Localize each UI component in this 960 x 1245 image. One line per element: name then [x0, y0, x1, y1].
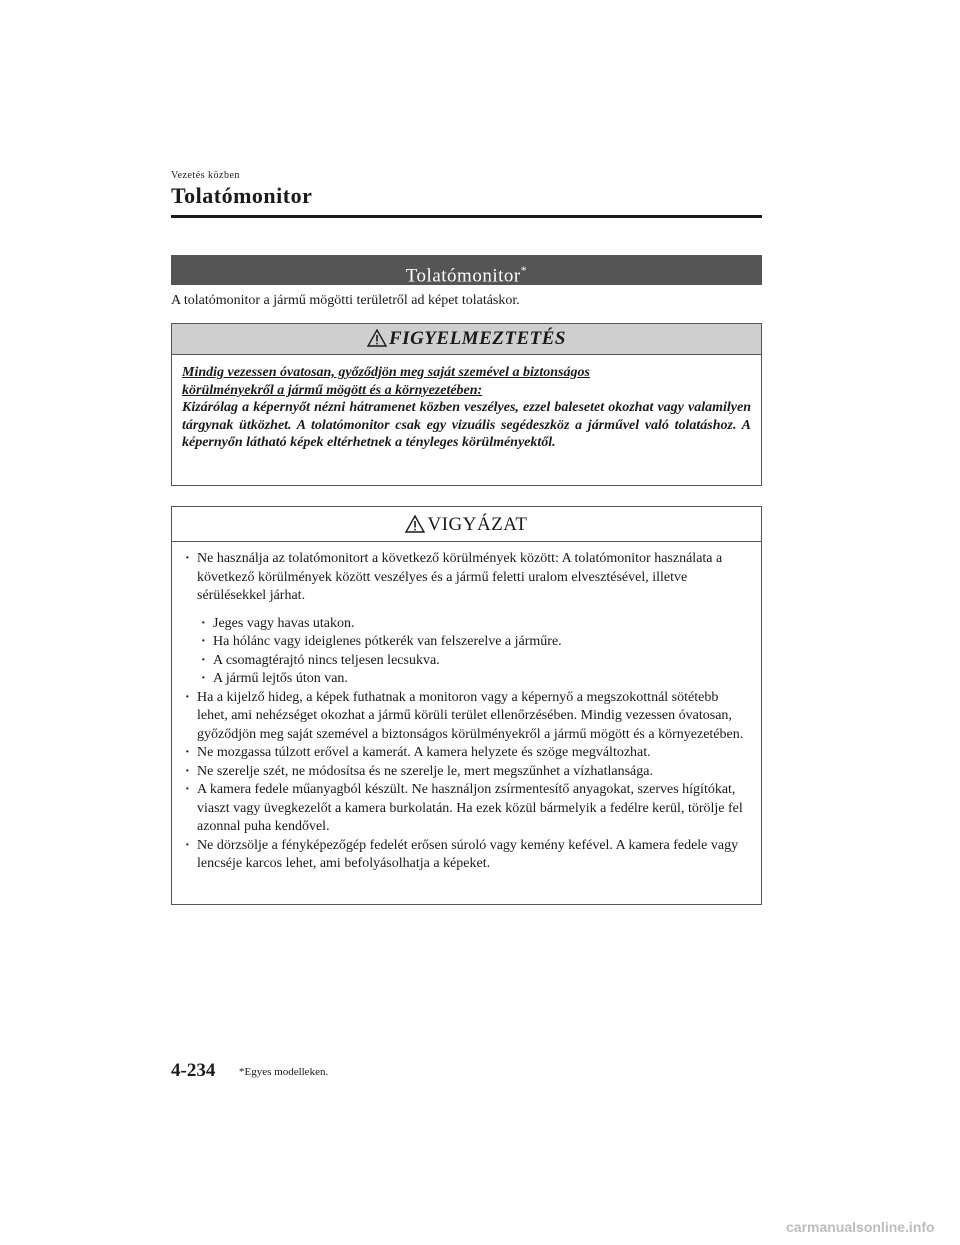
caution-sub-item: · Ha hólánc vagy ideiglenes pótkerék van felszerelve a járműre.	[198, 633, 745, 652]
intro-paragraph: A tolatómonitor a jármű mögötti területről ad képet tolatáskor.	[171, 293, 520, 308]
caution-item: · Ne dörzsölje a fényképezőgép fedelét erősen súroló vagy kemény kefével. A kamera fedele vagy lencséje karcos lehet, ami befolyásolhatja a képeket.	[182, 837, 745, 874]
caution-triangle-icon	[405, 512, 425, 544]
page-number: 4-234	[171, 1060, 216, 1081]
chapter-title: Tolatómonitor	[171, 183, 313, 208]
header-divider	[171, 215, 762, 218]
caution-label: VIGYÁZAT	[427, 514, 528, 535]
caution-box	[171, 506, 762, 905]
warning-header	[172, 324, 761, 355]
warning-text: Kizárólag a képernyőt nézni hátramenet közben veszélyes, ezzel balesetet okozhat vagy valamilyen tárgynak ütközhet. A tolatómonitor csak egy vizuális segédeszköz a járművel való tolatáshoz. A képernyőn látható képek eltérhetnek a tényleges körülményektől.	[182, 400, 751, 450]
optional-equipment-marker: *	[520, 263, 528, 277]
warning-label: FIGYELMEZTETÉS	[389, 328, 566, 349]
caution-item: · Ne használja az tolatómonitort a következő körülmények között: A tolatómonitor használata a következő körülmények között veszélyes és a jármű feletti uralom elvesztésével, illetve sérülésekkel járhat.	[182, 550, 745, 606]
footnote: *Egyes modelleken.	[239, 1066, 329, 1078]
caution-sub-item: · Jeges vagy havas utakon.	[198, 615, 745, 634]
caution-item: · Ne mozgassa túlzott erővel a kamerát. A kamera helyzete és szöge megváltozhat.	[182, 744, 745, 763]
warning-lead-line-2: körülményekről a jármű mögött és a környezetében:	[182, 382, 483, 398]
caution-sub-item: · A csomagtérajtó nincs teljesen lecsukva.	[198, 652, 745, 671]
caution-header	[172, 509, 761, 542]
caution-item: · A kamera fedele műanyagból készült. Ne használjon zsírmentesítő anyagokat, szerves hígítókat, viaszt vagy üvegkezelőt a kamera burkolatán. Ha ezek közül bármelyik a fedélre kerül, törölje fel azonnal puha kendővel.	[182, 781, 745, 837]
running-header: Vezetés közben	[171, 170, 240, 181]
caution-body	[172, 542, 761, 874]
warning-body	[172, 355, 761, 452]
watermark-link[interactable]: carmanualsonline.info	[786, 1219, 935, 1235]
warning-box	[171, 323, 762, 486]
section-title: Tolatómonitor	[405, 265, 521, 287]
caution-item: · Ha a kijelző hideg, a képek futhatnak a monitoron vagy a képernyő a megszokottnál sötétebb lehet, ami nehézséget okozhat a jármű körüli terület ellenőrzésében. Mindig vezessen óvatosan, győződjön meg saját szemével a biztonságos körülményekről a jármű mögött és a környezetében.	[182, 689, 745, 745]
warning-lead-line-1: Mindig vezessen óvatosan, győződjön meg saját szemével a biztonságos	[182, 365, 590, 380]
caution-sub-item: · A jármű lejtős úton van.	[198, 670, 745, 689]
warning-triangle-icon	[367, 327, 387, 357]
caution-item: · Ne szerelje szét, ne módosítsa és ne szerelje le, mert megszűnhet a vízhatlansága.	[182, 763, 745, 782]
section-banner	[171, 255, 762, 285]
